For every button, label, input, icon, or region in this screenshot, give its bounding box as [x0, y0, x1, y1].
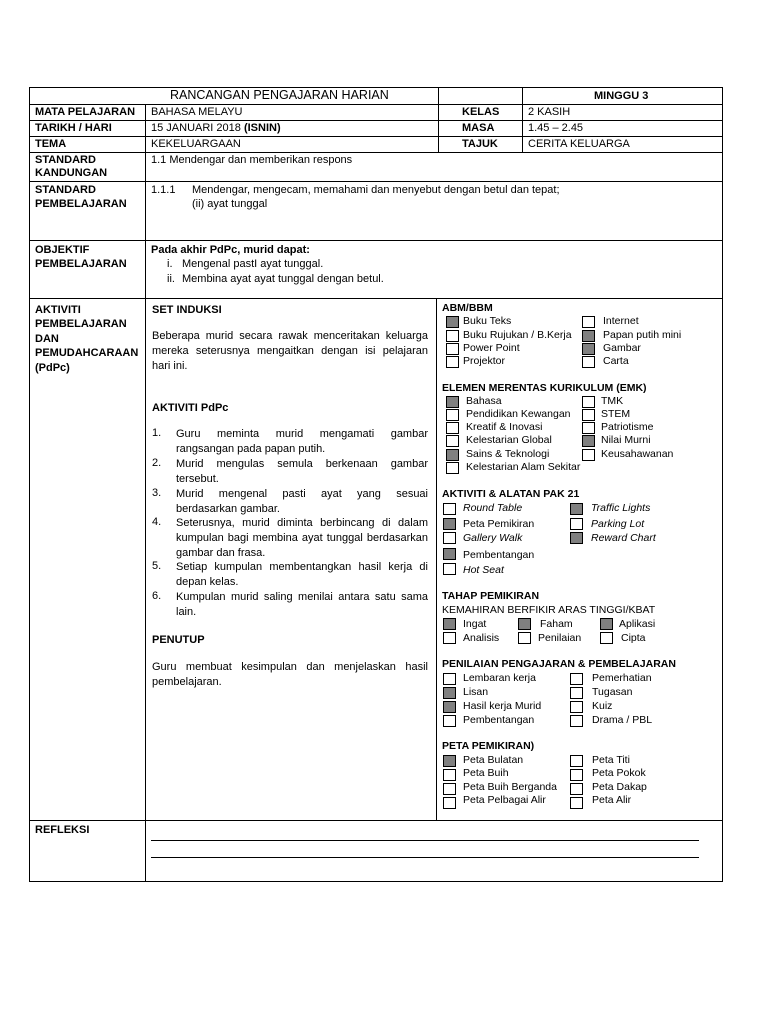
standard-pembelajaran-label-2: PEMBELAJARAN [35, 198, 127, 210]
step-number: 3. [152, 487, 162, 499]
checkbox-label: Pembentangan [463, 714, 535, 726]
checkbox[interactable] [443, 783, 456, 795]
checkbox[interactable] [446, 343, 459, 355]
checkbox[interactable] [443, 755, 456, 767]
checkbox-label: Keusahawanan [601, 448, 674, 460]
standard-pembelajaran-label-1: STANDARD [35, 184, 96, 196]
objektif-item-num: i. [167, 258, 173, 270]
refleksi-line[interactable] [151, 857, 699, 858]
checkbox-label: Traffic Lights [591, 502, 651, 514]
checkbox[interactable] [570, 503, 583, 515]
checkbox[interactable] [443, 563, 456, 575]
checkbox-label: STEM [601, 408, 631, 420]
checkbox-label: Peta Pokok [592, 767, 646, 779]
checkbox[interactable] [570, 518, 583, 530]
objektif-intro: Pada akhir PdPc, murid dapat: [151, 244, 310, 256]
checkbox[interactable] [443, 701, 456, 713]
checkbox[interactable] [570, 755, 583, 767]
aktiviti-pdpc-heading: AKTIVITI PdPc [152, 402, 229, 414]
objektif-item-text: Membina ayat ayat tunggal dengan betul. [182, 273, 384, 285]
standard-pembelajaran-sub: (ii) ayat tunggal [192, 198, 268, 210]
topic-value: CERITA KELUARGA [528, 138, 630, 150]
checkbox[interactable] [518, 618, 531, 630]
tahap-heading: TAHAP PEMIKIRAN [442, 590, 540, 602]
time-label: MASA [462, 122, 495, 134]
step-text: Kumpulan murid saling menilai antara satu sama lain. [176, 591, 428, 618]
objektif-item-text: Mengenal pastI ayat tunggal. [182, 258, 324, 270]
step-number: 5. [152, 560, 162, 572]
checkbox[interactable] [600, 632, 613, 644]
checkbox-label: TMK [601, 395, 624, 407]
checkbox-label: Lisan [463, 686, 489, 698]
topic-label: TAJUK [462, 138, 498, 150]
week-label: MINGGU 3 [594, 90, 649, 102]
checkbox-label: Buku Rujukan / B.Kerja [463, 329, 572, 341]
checkbox[interactable] [570, 687, 583, 699]
checkbox[interactable] [582, 356, 595, 368]
pak21-heading: AKTIVITI & ALATAN PAK 21 [442, 488, 580, 500]
checkbox[interactable] [443, 548, 456, 560]
checkbox[interactable] [570, 769, 583, 781]
checkbox-label: Pembentangan [463, 549, 535, 561]
checkbox-label: Peta Dakap [592, 781, 647, 793]
checkbox[interactable] [582, 330, 595, 342]
objektif-label-2: PEMBELAJARAN [35, 258, 127, 270]
checkbox-label: Round Table [463, 502, 523, 514]
checkbox-label: Carta [603, 355, 629, 367]
checkbox-label: Internet [603, 315, 639, 327]
step-number: 6. [152, 590, 162, 602]
peta-heading: PETA PEMIKIRAN) [442, 740, 535, 752]
checkbox[interactable] [446, 396, 459, 408]
penutup-text: Guru membuat kesimpulan dan menjelaskan hasil pembelajaran. [152, 661, 428, 688]
checkbox-label: Sains & Teknologi [466, 448, 550, 460]
checkbox-label: Kelestarian Alam Sekitar [466, 461, 581, 473]
checkbox[interactable] [446, 316, 459, 328]
standard-kandungan-label-2: KANDUNGAN [35, 167, 108, 179]
checkbox-label: Hasil kerja Murid [463, 700, 542, 712]
checkbox[interactable] [582, 316, 595, 328]
objektif-label-1: OBJEKTIF [35, 244, 90, 256]
checkbox-label: Penilaian [538, 632, 582, 644]
set-induksi-text: Beberapa murid secara rawak menceritakan keluarga mereka seterusnya mengaitkan dengan isi pelajaran hari ini. [152, 330, 428, 372]
checkbox[interactable] [600, 618, 613, 630]
aktiviti-label-5: (PdPc) [35, 362, 70, 374]
theme-value: KEKELUARGAAN [151, 138, 241, 150]
checkbox-label: Aplikasi [619, 618, 656, 630]
checkbox[interactable] [446, 449, 459, 461]
checkbox-label: Pendidikan Kewangan [466, 408, 571, 420]
time-value: 1.45 – 2.45 [528, 122, 584, 134]
checkbox-label: Cipta [621, 632, 646, 644]
checkbox[interactable] [443, 673, 456, 685]
checkbox-label: Reward Chart [591, 532, 656, 544]
checkbox[interactable] [443, 532, 456, 544]
class-value: 2 KASIH [528, 106, 571, 118]
checkbox[interactable] [443, 769, 456, 781]
checkbox-label: Projektor [463, 355, 506, 367]
checkbox[interactable] [582, 396, 595, 408]
class-label: KELAS [462, 106, 500, 118]
refleksi-line[interactable] [151, 840, 699, 841]
checkbox-label: Parking Lot [591, 518, 645, 530]
step-number: 1. [152, 427, 162, 439]
checkbox-label: Peta Pemikiran [463, 518, 535, 530]
page-title: RANCANGAN PENGAJARAN HARIAN [170, 88, 389, 102]
penutup-heading: PENUTUP [152, 634, 205, 646]
checkbox[interactable] [582, 422, 595, 434]
checkbox-label: Lembaran kerja [463, 672, 536, 684]
standard-kandungan-label-1: STANDARD [35, 154, 96, 166]
checkbox[interactable] [446, 422, 459, 434]
checkbox[interactable] [443, 618, 456, 630]
aktiviti-label-4: PEMUDAHCARAAN [35, 347, 139, 359]
checkbox[interactable] [446, 356, 459, 368]
checkbox-label: Tugasan [592, 686, 633, 698]
checkbox[interactable] [570, 783, 583, 795]
checkbox[interactable] [570, 715, 583, 727]
checkbox[interactable] [518, 632, 531, 644]
set-induksi-heading: SET INDUKSI [152, 304, 222, 316]
date-value: 15 JANUARI 2018 (ISNIN) [151, 122, 281, 134]
checkbox[interactable] [443, 687, 456, 699]
checkbox[interactable] [443, 715, 456, 727]
checkbox[interactable] [582, 343, 595, 355]
refleksi-label: REFLEKSI [35, 824, 90, 836]
subject-value: BAHASA MELAYU [151, 106, 243, 118]
checkbox[interactable] [570, 701, 583, 713]
objektif-item-num: ii. [167, 273, 175, 285]
checkbox-label: Peta Pelbagai Alir [463, 794, 546, 806]
checkbox-label: Gambar [603, 342, 641, 354]
checkbox-label: Faham [540, 618, 573, 630]
checkbox[interactable] [570, 673, 583, 685]
checkbox-label: Buku Teks [463, 315, 512, 327]
checkbox-label: Analisis [463, 632, 500, 644]
abm-heading: ABM/BBM [442, 302, 493, 314]
aktiviti-label-2: PEMBELAJARAN [35, 318, 127, 330]
checkbox-label: Nilai Murni [601, 434, 651, 446]
step-number: 4. [152, 516, 162, 528]
checkbox-label: Ingat [463, 618, 487, 630]
step-text: Guru meminta murid mengamati gambar rangsangan pada papan putih. [176, 428, 428, 455]
checkbox-label: Bahasa [466, 395, 502, 407]
checkbox[interactable] [446, 462, 459, 474]
checkbox[interactable] [582, 409, 595, 421]
emk-heading: ELEMEN MERENTAS KURIKULUM (EMK) [442, 382, 647, 394]
checkbox[interactable] [582, 435, 595, 447]
aktiviti-label-3: DAN [35, 333, 59, 345]
standard-pembelajaran-code: 1.1.1 [151, 184, 176, 196]
checkbox-label: Papan putih mini [603, 329, 682, 341]
theme-label: TEMA [35, 138, 67, 150]
step-number: 2. [152, 457, 162, 469]
checkbox-label: Peta Buih [463, 767, 509, 779]
checkbox[interactable] [570, 797, 583, 809]
checkbox-label: Drama / PBL [592, 714, 653, 726]
penilaian-heading: PENILAIAN PENGAJARAN & PEMBELAJARAN [442, 658, 676, 670]
standard-kandungan-text: 1.1 Mendengar dan memberikan respons [151, 154, 353, 166]
subject-label: MATA PELAJARAN [35, 106, 136, 118]
step-text: Setiap kumpulan membentangkan hasil kerja di depan kelas. [176, 561, 428, 588]
checkbox-label: Peta Alir [592, 794, 632, 806]
checkbox-label: Kreatif & Inovasi [466, 421, 543, 433]
checkbox[interactable] [446, 409, 459, 421]
standard-pembelajaran-text: Mendengar, mengecam, memahami dan menyebut dengan betul dan tepat; [192, 184, 560, 196]
checkbox-label: Pemerhatian [592, 672, 652, 684]
checkbox[interactable] [446, 330, 459, 342]
step-text: Seterusnya, murid diminta berbincang di dalam kumpulan bagi membina ayat tunggal berdasarkan gambar dan frasa. [176, 517, 428, 559]
checkbox-label: Peta Titi [592, 754, 630, 766]
checkbox[interactable] [443, 797, 456, 809]
checkbox-label: Peta Buih Berganda [463, 781, 557, 793]
checkbox[interactable] [443, 503, 456, 515]
checkbox-label: Kuiz [592, 700, 613, 712]
checkbox[interactable] [443, 632, 456, 644]
checkbox-label: Hot Seat [463, 564, 504, 576]
checkbox[interactable] [446, 435, 459, 447]
aktiviti-label-1: AKTIVITI [35, 304, 81, 316]
step-text: Murid mengulas semula berkenaan gambar tersebut. [176, 458, 428, 485]
checkbox-label: Patriotisme [601, 421, 654, 433]
checkbox[interactable] [570, 532, 583, 544]
checkbox-label: Peta Bulatan [463, 754, 524, 766]
checkbox-label: Gallery Walk [463, 532, 523, 544]
checkbox[interactable] [582, 449, 595, 461]
checkbox-label: Power Point [463, 342, 520, 354]
checkbox[interactable] [443, 518, 456, 530]
checkbox-label: Kelestarian Global [466, 434, 552, 446]
step-text: Murid mengenal pasti ayat yang sesuai berdasarkan gambar. [176, 488, 428, 515]
date-label: TARIKH / HARI [35, 122, 112, 134]
kbat-subheading: KEMAHIRAN BERFIKIR ARAS TINGGI/KBAT [442, 604, 656, 616]
